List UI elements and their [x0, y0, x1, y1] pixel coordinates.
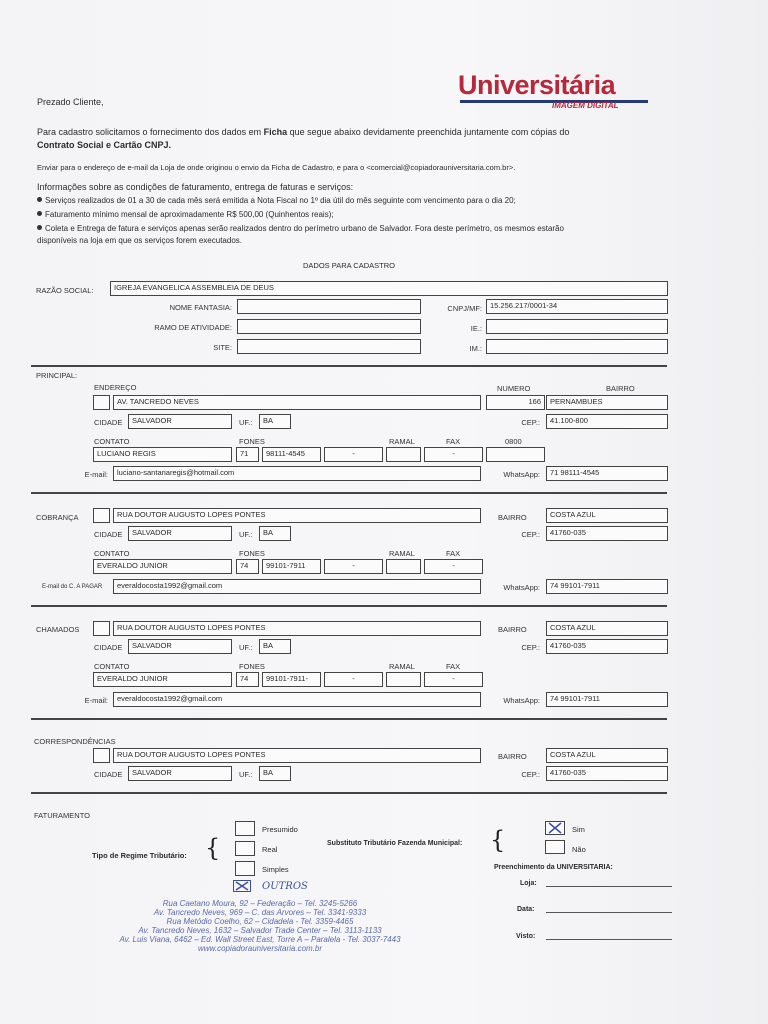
correspondencias-title: CORRESPONDÊNCIAS [34, 737, 116, 746]
chamados-cep-field[interactable]: 41760-035 [546, 639, 668, 654]
section-divider [31, 492, 667, 494]
cobranca-fone-field[interactable]: 99101-7911 [262, 559, 321, 574]
chamados-ddd-field[interactable]: 74 [236, 672, 259, 687]
contato-label: CONTATO [94, 437, 130, 446]
principal-cidade-field[interactable]: SALVADOR [128, 414, 232, 429]
footer-website: www.copiadorauniversitaria.com.br [197, 944, 323, 953]
real-label: Real [262, 845, 278, 854]
preenchimento-label: Preenchimento da UNIVERSITARIA: [494, 864, 613, 871]
correspondencias-bairro-field[interactable]: COSTA AZUL [546, 748, 668, 763]
chamados-bairro-field[interactable]: COSTA AZUL [546, 621, 668, 636]
intro-p1-c: que segue abaixo devidamente preenchida juntamente com cópias do [287, 127, 570, 137]
nao-checkbox[interactable] [545, 840, 565, 854]
principal-whatsapp-field[interactable]: 71 98111-4545 [546, 466, 668, 481]
universitaria-logo [458, 72, 650, 112]
correspondencias-cidade-field[interactable]: SALVADOR [128, 766, 232, 781]
bullet-2-text: Faturamento mínimo mensal de aproximadamente R$ 500,00 (Quinhentos reais); [45, 210, 334, 219]
uf-label: UF.: [239, 418, 253, 427]
chamados-cep-label: CEP.: [521, 643, 540, 652]
nome-fantasia-field[interactable] [237, 299, 421, 314]
cobranca-fones-label: FONES [239, 549, 265, 558]
correspondencias-cep-label: CEP.: [521, 770, 540, 779]
logo-brand: Universitária [458, 70, 616, 100]
chamados-checkbox[interactable] [93, 621, 110, 636]
cobranca-fax-label: FAX [446, 549, 461, 558]
simples-label: Simples [262, 865, 289, 874]
bullet-1-text: Serviços realizados de 01 a 30 de cada mês será emitida a Nota Fiscal no 1º dia útil do mês seguinte com vencimento para o dia 20; [45, 196, 516, 205]
principal-bairro-field[interactable]: PERNAMBUES [546, 395, 668, 410]
chamados-uf-label: UF.: [239, 643, 253, 652]
sim-label: Sim [572, 825, 585, 834]
razao-social-field[interactable]: IGREJA EVANGELICA ASSEMBLEIA DE DEUS [110, 281, 668, 296]
cobranca-title: COBRANÇA [36, 513, 79, 522]
info-title: Informações sobre as condições de faturamento, entrega de faturas e serviços: [37, 182, 354, 192]
principal-email-field[interactable]: luciano-santanaregis@hotmail.com [113, 466, 481, 481]
cobranca-bairro-label: BAIRRO [498, 513, 527, 522]
cobranca-checkbox[interactable] [93, 508, 110, 523]
footer-address-1: Rua Caetano Moura, 92 – Federação – Tel. 3245-5266 [162, 899, 358, 908]
cobranca-bairro-field[interactable]: COSTA AZUL [546, 508, 668, 523]
data-line[interactable] [546, 912, 672, 913]
fax-label: FAX [446, 437, 461, 446]
ramo-atividade-label: RAMO DE ATIVIDADE: [154, 323, 232, 332]
chamados-uf-field[interactable]: BA [259, 639, 291, 654]
info-bullet-2 [37, 211, 334, 219]
principal-numero-field[interactable]: 166 [486, 395, 545, 410]
outros-handwritten: OUTROS [262, 881, 308, 892]
footer-address-3: Rua Metódio Coelho, 62 – Cidadela - Tel. 3359-4465 [166, 917, 354, 926]
faturamento-title: FATURAMENTO [34, 811, 90, 820]
cobranca-cep-label: CEP.: [521, 530, 540, 539]
numero-label: NUMERO [497, 384, 531, 393]
cidade-label: CIDADE [94, 418, 123, 427]
cnpj-label: CNPJ/MF: [447, 304, 482, 313]
ie-field[interactable] [486, 319, 668, 334]
cnpj-field[interactable]: 15.256.217/0001-34 [486, 299, 668, 314]
bairro-label: BAIRRO [606, 384, 635, 393]
loja-line[interactable] [546, 886, 672, 887]
bullet-3-text: Coleta e Entrega de fatura e serviços apenas serão realizados dentro do perímetro urbano de Salvador. Fora deste perímetro, os mesmos estarão [45, 224, 564, 233]
email-label: E-mail: [84, 470, 108, 479]
cobranca-ramal-label: RAMAL [389, 549, 415, 558]
correspondencias-cep-field[interactable]: 41760-035 [546, 766, 668, 781]
info-bullet-3-cont: disponíveis na loja em que os serviços forem executados. [37, 236, 242, 245]
principal-fone-field[interactable]: 98111-4545 [262, 447, 321, 462]
footer-address-2: Av. Tancredo Neves, 969 – C. das Arvores – Tel. 3341-9333 [153, 908, 367, 917]
regime-tributario-label: Tipo de Regime Tributário: [92, 851, 187, 860]
cobranca-whatsapp-label: WhatsApp: [503, 583, 540, 592]
correspondencias-checkbox[interactable] [93, 748, 110, 763]
chamados-contato-field[interactable]: EVERALDO JUNIOR [93, 672, 232, 687]
intro-paragraph-2: Enviar para o endereço de e-mail da Loja de onde originou o envio da Ficha de Cadastro, e para o <comercial@copiadorauniversitaria.com.br>. [37, 163, 516, 172]
correspondencias-bairro-label: BAIRRO [498, 752, 527, 761]
chamados-title: CHAMADOS [36, 625, 80, 634]
cobranca-ramal-field[interactable] [386, 559, 421, 574]
chamados-fone-field[interactable]: 99101-7911- [262, 672, 321, 687]
bullet-icon [37, 211, 42, 216]
greeting: Prezado Cliente, [37, 97, 104, 107]
presumido-label: Presumido [262, 825, 298, 834]
simples-checkbox[interactable] [235, 861, 255, 876]
cobranca-whatsapp-field[interactable]: 74 99101-7911 [546, 579, 668, 594]
cobranca-fax-field[interactable]: - [424, 559, 483, 574]
outros-checkbox-marked[interactable] [233, 880, 251, 892]
nome-fantasia-label: NOME FANTASIA: [169, 303, 232, 312]
real-checkbox[interactable] [235, 841, 255, 856]
im-label: IM.: [469, 344, 482, 353]
chamados-whatsapp-field[interactable]: 74 99101-7911 [546, 692, 668, 707]
cobranca-fone2-field[interactable]: - [324, 559, 383, 574]
presumido-checkbox[interactable] [235, 821, 255, 836]
correspondencias-cidade-label: CIDADE [94, 770, 123, 779]
correspondencias-uf-label: UF.: [239, 770, 253, 779]
chamados-ramal-field[interactable] [386, 672, 421, 687]
logo-tagline: IMAGEM DIGITAL [552, 101, 619, 110]
cobranca-uf-field[interactable]: BA [259, 526, 291, 541]
data-label: Data: [517, 906, 535, 913]
loja-label: Loja: [520, 880, 537, 887]
chamados-ramal-label: RAMAL [389, 662, 415, 671]
intro-p1-a: Para cadastro solicitamos o fornecimento dos dados em [37, 127, 264, 137]
substituto-label: Substituto Tributário Fazenda Municipal: [327, 840, 463, 847]
chamados-email-label: E-mail: [84, 696, 108, 705]
ie-label: IE.: [470, 324, 482, 333]
cobranca-ddd-field[interactable]: 74 [236, 559, 259, 574]
cobranca-cidade-field[interactable]: SALVADOR [128, 526, 232, 541]
intro-p1-ficha: Ficha [263, 127, 288, 137]
bullet-icon [37, 197, 42, 202]
principal-ramal-field[interactable] [386, 447, 421, 462]
principal-contato-field[interactable]: LUCIANO REGIS [93, 447, 232, 462]
footer-address-4: Av. Tancredo Neves, 1632 – Salvador Trade Center – Tel. 3113-1133 [138, 926, 382, 935]
substituto-brace: { [490, 826, 506, 854]
intro-paragraph-1 [37, 128, 569, 137]
chamados-contato-label: CONTATO [94, 662, 130, 671]
principal-cep-field[interactable]: 41.100-800 [546, 414, 668, 429]
cobranca-email-label: E-mail do C. A PAGAR [42, 584, 103, 590]
regime-brace: { [205, 834, 221, 862]
0800-label: 0800 [505, 437, 522, 446]
info-bullet-3 [37, 225, 564, 233]
section-divider [31, 792, 667, 794]
chamados-cidade-label: CIDADE [94, 643, 123, 652]
correspondencias-uf-field[interactable]: BA [259, 766, 291, 781]
principal-checkbox[interactable] [93, 395, 110, 410]
site-label: SITE: [213, 343, 232, 352]
chamados-whatsapp-label: WhatsApp: [503, 696, 540, 705]
principal-ddd-field[interactable]: 71 [236, 447, 259, 462]
cobranca-uf-label: UF.: [239, 530, 253, 539]
principal-fone2-field[interactable]: - [324, 447, 383, 462]
cobranca-cidade-label: CIDADE [94, 530, 123, 539]
footer-address-5: Av. Luis Viana, 6462 – Ed. Wall Street East, Torre A – Paralela - Tel. 3037-7443 [119, 935, 401, 944]
visto-label: Visto: [516, 933, 536, 940]
cep-label: CEP.: [521, 418, 540, 427]
chamados-email-field[interactable]: everaldocosta1992@gmail.com [113, 692, 481, 707]
correspondencias-endereco-field[interactable]: RUA DOUTOR AUGUSTO LOPES PONTES [113, 748, 481, 763]
chamados-fones-label: FONES [239, 662, 265, 671]
cobranca-contato-field[interactable]: EVERALDO JUNIOR [93, 559, 232, 574]
chamados-bairro-label: BAIRRO [498, 625, 527, 634]
chamados-fax-field[interactable]: - [424, 672, 483, 687]
intro-paragraph-1-bold: Contrato Social e Cartão CNPJ. [37, 140, 172, 150]
whatsapp-label: WhatsApp: [503, 470, 540, 479]
principal-endereco-field[interactable]: AV. TANCREDO NEVES [113, 395, 481, 410]
info-bullet-1 [37, 197, 516, 205]
bullet-icon [37, 225, 42, 230]
principal-uf-field[interactable]: BA [259, 414, 291, 429]
chamados-cidade-field[interactable]: SALVADOR [128, 639, 232, 654]
im-field[interactable] [486, 339, 668, 354]
chamados-endereco-field[interactable]: RUA DOUTOR AUGUSTO LOPES PONTES [113, 621, 481, 636]
chamados-fax-label: FAX [446, 662, 461, 671]
sim-checkbox-marked[interactable] [545, 821, 565, 835]
endereco-label: ENDEREÇO [94, 383, 137, 392]
nao-label: Não [572, 845, 586, 854]
section-divider [31, 605, 667, 607]
cobranca-email-field[interactable]: everaldocosta1992@gmail.com [113, 579, 481, 594]
chamados-fone2-field[interactable]: - [324, 672, 383, 687]
form-title: DADOS PARA CADASTRO [303, 261, 395, 270]
site-field[interactable] [237, 339, 421, 354]
fones-label: FONES [239, 437, 265, 446]
razao-social-label: RAZÃO SOCIAL: [36, 286, 94, 295]
principal-0800-field[interactable] [486, 447, 545, 462]
principal-title: PRINCIPAL: [36, 371, 78, 380]
ramo-atividade-field[interactable] [237, 319, 421, 334]
visto-line[interactable] [546, 939, 672, 940]
section-divider [31, 365, 667, 367]
cobranca-cep-field[interactable]: 41760-035 [546, 526, 668, 541]
cobranca-contato-label: CONTATO [94, 549, 130, 558]
principal-fax-field[interactable]: - [424, 447, 483, 462]
cobranca-endereco-field[interactable]: RUA DOUTOR AUGUSTO LOPES PONTES [113, 508, 481, 523]
section-divider [31, 718, 667, 720]
ramal-label: RAMAL [389, 437, 415, 446]
